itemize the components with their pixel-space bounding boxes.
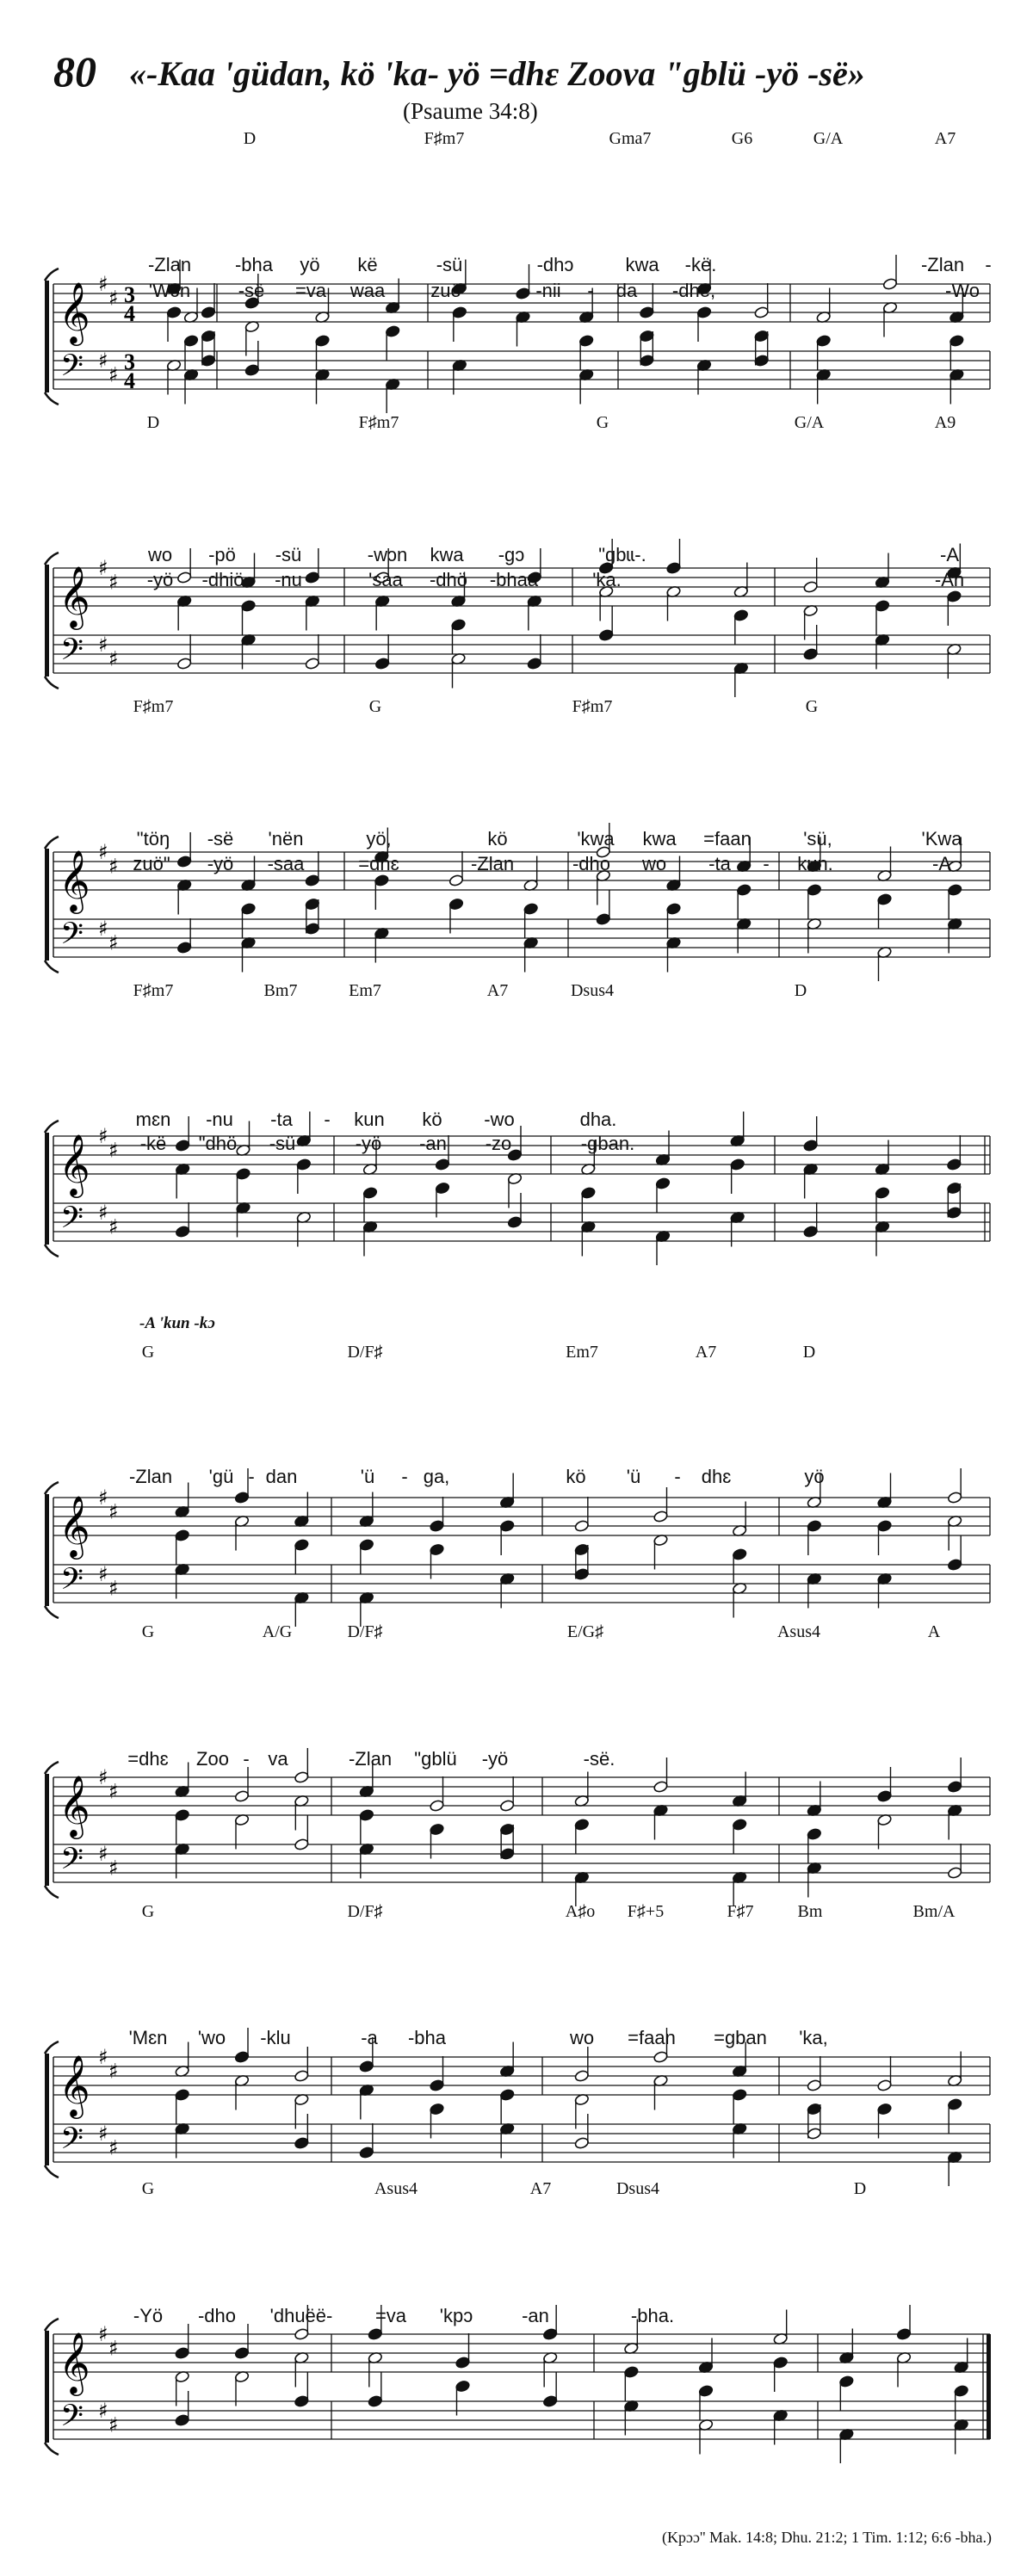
lyric-syllable: -bha. <box>630 2305 675 2326</box>
chord-symbol: F♯+5 <box>627 1902 665 1921</box>
lyric-syllable: yö, <box>366 828 392 849</box>
lyric-syllable: =va <box>294 280 327 301</box>
lyric-syllable: 'Kwa <box>921 828 962 849</box>
lyric-syllable: -sü <box>275 544 302 565</box>
lyric-syllable: - <box>243 1748 250 1770</box>
lyric-syllable: - <box>985 254 992 275</box>
lyric-syllable: yö <box>300 254 320 275</box>
svg-text:♯: ♯ <box>98 556 108 580</box>
lyric-syllable: 'kwa <box>577 828 615 849</box>
chord-symbol: G <box>805 697 819 716</box>
music-system-6 <box>0 1622 1033 1906</box>
lyric-syllable: -A <box>940 544 959 565</box>
chord-symbol: A <box>927 1622 941 1641</box>
svg-text:♯: ♯ <box>98 2045 108 2069</box>
lyric-syllable: 'Mɛn <box>128 2027 168 2048</box>
lyric-syllable: 'Wɔn <box>148 280 191 301</box>
lyric-syllable: - <box>248 1466 255 1487</box>
chord-symbol: Em7 <box>349 981 381 1000</box>
svg-text:3: 3 <box>124 349 135 374</box>
chord-symbol: A7 <box>486 981 509 1000</box>
lyric-syllable: 'ü <box>626 1466 641 1487</box>
lyric-syllable: -ta <box>708 853 731 874</box>
chord-symbol: Asus4 <box>374 2179 418 2198</box>
lyric-syllable: -Zlan <box>470 853 515 874</box>
lyric-syllable: - <box>587 280 594 301</box>
lyric-syllable: -dhiö <box>201 569 244 590</box>
lyric-syllable: -pö <box>208 544 236 565</box>
lyric-syllable: -së. <box>583 1748 615 1770</box>
lyric-syllable: - <box>401 1466 408 1487</box>
lyric-syllable: "gblü <box>414 1748 457 1770</box>
lyric-syllable: -An <box>934 569 965 590</box>
chord-symbol: Asus4 <box>776 1622 821 1641</box>
lyric-syllable: "gbɩɩ-. <box>598 544 646 565</box>
svg-text:♯: ♯ <box>108 570 119 595</box>
svg-text:𝄞: 𝄞 <box>59 1774 90 1837</box>
lyric-syllable: kë <box>357 254 378 275</box>
svg-text:𝄞: 𝄞 <box>59 565 90 627</box>
music-system-4 <box>0 981 1033 1265</box>
chord-symbol: F♯7 <box>727 1902 754 1921</box>
svg-text:♯: ♯ <box>98 840 108 864</box>
lyric-syllable: - <box>324 1109 331 1130</box>
chord-symbol: G <box>141 1622 155 1641</box>
lyric-syllable: kwa <box>430 544 464 565</box>
lyric-syllable: -yö <box>207 853 234 874</box>
lyric-syllable: -A <box>932 853 951 874</box>
lyric-syllable: -saa <box>267 853 305 874</box>
chord-symbol: G <box>141 1343 155 1362</box>
chord-symbol: G <box>368 697 382 716</box>
hymn-header <box>0 41 1033 136</box>
chord-symbol: A7 <box>695 1343 717 1362</box>
verse-annotation: -A 'kun -kɔ <box>139 1314 215 1332</box>
chord-symbol: A7 <box>529 2179 552 2198</box>
lyric-syllable: yö <box>804 1466 825 1487</box>
scripture-footnote: (Kpɔɔ'' Mak. 14:8; Dhu. 21:2; 1 Tim. 1:12; 6:6 -bha.) <box>662 2529 992 2546</box>
svg-text:𝄞: 𝄞 <box>59 1133 90 1195</box>
music-system-2 <box>0 413 1033 697</box>
lyric-syllable: wo <box>569 2027 595 2048</box>
lyric-syllable: -Zlan <box>128 1466 173 1487</box>
lyric-syllable: 'kpɔ <box>439 2305 473 2326</box>
svg-text:♯: ♯ <box>98 1842 108 1866</box>
svg-text:♯: ♯ <box>108 362 119 387</box>
svg-text:♯: ♯ <box>108 930 119 955</box>
lyric-syllable: -an <box>522 2305 549 2326</box>
lyric-syllable: va <box>268 1748 288 1770</box>
lyric-syllable: 'ka, <box>799 2027 828 2048</box>
lyric-syllable: dha. <box>579 1109 617 1130</box>
chord-symbol: A/G <box>262 1622 293 1641</box>
lyric-syllable: -nii <box>535 280 561 301</box>
lyric-syllable: -bha <box>407 2027 447 2048</box>
lyric-syllable: -kë <box>139 1133 167 1154</box>
music-system-8 <box>0 2179 1033 2463</box>
chord-symbol: F♯m7 <box>133 697 174 716</box>
svg-text:𝄞: 𝄞 <box>59 2331 90 2394</box>
music-system-7 <box>0 1902 1033 2186</box>
lyric-syllable: - <box>763 853 770 874</box>
lyric-syllable: -kë. <box>684 254 717 275</box>
music-system-3 <box>0 697 1033 981</box>
music-system-5 <box>0 1314 1033 1627</box>
lyric-syllable: -zo <box>485 1133 512 1154</box>
lyric-syllable: zuö <box>430 280 461 301</box>
chord-symbol: G <box>141 2179 155 2198</box>
svg-text:𝄢: 𝄢 <box>60 2121 84 2163</box>
lyric-syllable: -sü <box>269 1133 296 1154</box>
svg-text:♯: ♯ <box>98 2122 108 2146</box>
svg-text:𝄢: 𝄢 <box>60 916 84 958</box>
lyric-syllable: kun. <box>797 853 833 874</box>
chord-symbol: A7 <box>934 129 956 148</box>
lyric-syllable: -yö <box>481 1748 509 1770</box>
lyric-syllable: kö <box>422 1109 442 1130</box>
svg-text:♯: ♯ <box>108 286 119 311</box>
chord-symbol: D <box>853 2179 867 2198</box>
lyric-syllable: -gɔ <box>498 544 525 565</box>
chord-symbol: Em7 <box>566 1343 598 1362</box>
lyric-syllable: =faan <box>628 2027 676 2048</box>
svg-text:𝄞: 𝄞 <box>59 281 90 343</box>
svg-text:𝄢: 𝄢 <box>60 1841 84 1883</box>
lyric-syllable: =dhɛ <box>358 853 399 874</box>
chord-symbol: F♯m7 <box>572 697 613 716</box>
lyric-syllable: 'nën <box>268 828 304 849</box>
svg-text:𝄞: 𝄞 <box>59 2054 90 2116</box>
svg-text:𝄢: 𝄢 <box>60 1561 84 1603</box>
svg-text:♯: ♯ <box>108 2336 119 2361</box>
chord-symbol: G6 <box>731 129 753 148</box>
svg-text:♯: ♯ <box>98 1486 108 1510</box>
lyric-syllable: kwa <box>625 254 659 275</box>
chord-symbol: E/G♯ <box>566 1622 604 1641</box>
svg-text:𝄞: 𝄞 <box>59 1494 90 1557</box>
lyric-syllable: dhɛ <box>701 1466 732 1487</box>
lyric-syllable: -yö <box>146 569 174 590</box>
lyric-syllable: zuö" <box>133 853 170 874</box>
svg-text:♯: ♯ <box>98 917 108 941</box>
lyric-syllable: 'saa <box>368 569 403 590</box>
chord-symbol: Bm <box>797 1902 823 1921</box>
scripture-reference: (Psaume 34:8) <box>403 98 538 124</box>
lyric-syllable: -Yö <box>133 2305 164 2326</box>
lyric-syllable: -dhe, <box>671 280 716 301</box>
svg-text:♯: ♯ <box>98 272 108 296</box>
svg-text:♯: ♯ <box>108 1576 119 1601</box>
lyric-syllable: =gban <box>714 2027 767 2048</box>
lyric-syllable: -a <box>361 2027 378 2048</box>
lyric-syllable: 'gü <box>208 1466 234 1487</box>
lyric-syllable: -an <box>419 1133 447 1154</box>
lyric-syllable: -Zlan <box>147 254 192 275</box>
svg-text:4: 4 <box>124 368 135 393</box>
lyric-syllable: -Wo <box>945 280 980 301</box>
hymn-number: 80 <box>53 47 96 96</box>
svg-text:𝄢: 𝄢 <box>60 1200 84 1242</box>
chord-symbol: Bm7 <box>263 981 298 1000</box>
svg-text:𝄢: 𝄢 <box>60 2398 84 2440</box>
svg-text:♯: ♯ <box>108 1499 119 1524</box>
svg-text:♯: ♯ <box>108 1214 119 1239</box>
svg-text:𝄞: 𝄞 <box>59 849 90 911</box>
lyric-syllable: -wɔn <box>367 544 408 565</box>
lyric-syllable: mɛn <box>135 1109 171 1130</box>
lyric-syllable: -Zlan <box>348 1748 393 1770</box>
svg-text:♯: ♯ <box>98 349 108 373</box>
hymn-title: «-Kaa 'güdan, kö 'ka- yö =dhɛ Zoova "gblü -yö -së» <box>129 54 865 93</box>
chord-symbol: G <box>596 413 609 432</box>
lyric-syllable: ga, <box>423 1466 450 1487</box>
lyric-syllable: -së <box>238 280 265 301</box>
svg-text:♯: ♯ <box>108 2135 119 2160</box>
svg-text:♯: ♯ <box>98 2399 108 2423</box>
svg-text:♯: ♯ <box>108 646 119 671</box>
lyric-syllable: -nu <box>275 569 302 590</box>
lyric-syllable: kwa <box>642 828 677 849</box>
chord-symbol: D/F♯ <box>347 1902 383 1921</box>
chord-symbol: D <box>243 129 257 148</box>
svg-text:♯: ♯ <box>98 1562 108 1586</box>
chord-symbol: Bm/A <box>912 1902 956 1921</box>
lyric-syllable: -dho <box>572 853 611 874</box>
lyric-syllable: =va <box>374 2305 407 2326</box>
chord-symbol: F♯m7 <box>424 129 465 148</box>
svg-text:𝄢: 𝄢 <box>60 348 84 390</box>
chord-symbol: A9 <box>934 413 956 432</box>
chord-symbol: F♯m7 <box>358 413 399 432</box>
chord-symbol: Gma7 <box>609 129 652 148</box>
lyric-syllable: 'sü, <box>803 828 832 849</box>
lyric-syllable: "töŋ <box>136 828 170 849</box>
chord-symbol: D <box>146 413 160 432</box>
svg-text:♯: ♯ <box>98 633 108 657</box>
lyric-syllable: =dhɛ <box>127 1748 169 1770</box>
lyric-syllable: -nu <box>206 1109 233 1130</box>
chord-symbol: Dsus4 <box>615 2179 660 2198</box>
svg-text:♯: ♯ <box>98 1201 108 1225</box>
svg-text:𝄢: 𝄢 <box>60 632 84 674</box>
lyric-syllable: Zoo <box>196 1748 229 1770</box>
lyric-syllable: -dhɔ <box>536 254 574 275</box>
chord-symbol: D/F♯ <box>347 1343 383 1362</box>
lyric-syllable: -së <box>207 828 234 849</box>
lyric-syllable: wo <box>641 853 667 874</box>
chord-symbol: A♯o <box>565 1902 596 1921</box>
lyric-syllable: kun <box>354 1109 385 1130</box>
chord-symbol: G/A <box>794 413 825 432</box>
chord-symbol: G <box>141 1902 155 1921</box>
lyric-syllable: -dhö <box>429 569 468 590</box>
svg-text:♯: ♯ <box>108 1138 119 1163</box>
svg-text:♯: ♯ <box>108 1779 119 1804</box>
svg-text:♯: ♯ <box>98 2322 108 2346</box>
lyric-syllable: -ta <box>270 1109 293 1130</box>
lyric-syllable: dan <box>265 1466 298 1487</box>
svg-text:3: 3 <box>124 282 135 307</box>
lyric-syllable: wo <box>147 544 173 565</box>
chord-symbol: D/F♯ <box>347 1622 383 1641</box>
svg-text:4: 4 <box>124 301 135 326</box>
svg-text:♯: ♯ <box>108 2412 119 2437</box>
lyric-syllable: kö <box>566 1466 586 1487</box>
svg-text:♯: ♯ <box>98 1124 108 1148</box>
lyric-syllable: 'ü <box>360 1466 375 1487</box>
lyric-syllable: -sü <box>436 254 463 275</box>
lyric-syllable: - <box>674 1466 681 1487</box>
chord-symbol: G/A <box>813 129 844 148</box>
lyric-syllable: "dhö <box>198 1133 238 1154</box>
lyric-syllable: -gban. <box>580 1133 635 1154</box>
svg-text:♯: ♯ <box>108 2059 119 2084</box>
svg-text:♯: ♯ <box>108 854 119 879</box>
chord-symbol: Dsus4 <box>570 981 615 1000</box>
lyric-syllable: 'ka. <box>592 569 622 590</box>
lyric-syllable: -dho <box>197 2305 237 2326</box>
lyric-syllable: waa <box>349 280 386 301</box>
lyric-syllable: -bhaa <box>489 569 539 590</box>
chord-symbol: D <box>794 981 807 1000</box>
lyric-syllable: -bha <box>234 254 274 275</box>
chord-symbol: F♯m7 <box>133 981 174 1000</box>
lyric-syllable: -klu <box>260 2027 291 2048</box>
lyric-syllable: 'dhuëë- <box>269 2305 333 2326</box>
chord-symbol: D <box>802 1343 816 1362</box>
svg-text:♯: ♯ <box>108 1856 119 1881</box>
lyric-syllable: -wo <box>484 1109 515 1130</box>
lyric-syllable: =faan <box>703 828 752 849</box>
lyric-syllable: -Zlan <box>920 254 965 275</box>
lyric-syllable: da <box>615 280 638 301</box>
lyric-syllable: kö <box>487 828 508 849</box>
svg-text:♯: ♯ <box>98 1765 108 1789</box>
lyric-syllable: 'wo <box>197 2027 226 2048</box>
music-system-1 <box>0 129 1033 413</box>
lyric-syllable: -yö <box>355 1133 382 1154</box>
